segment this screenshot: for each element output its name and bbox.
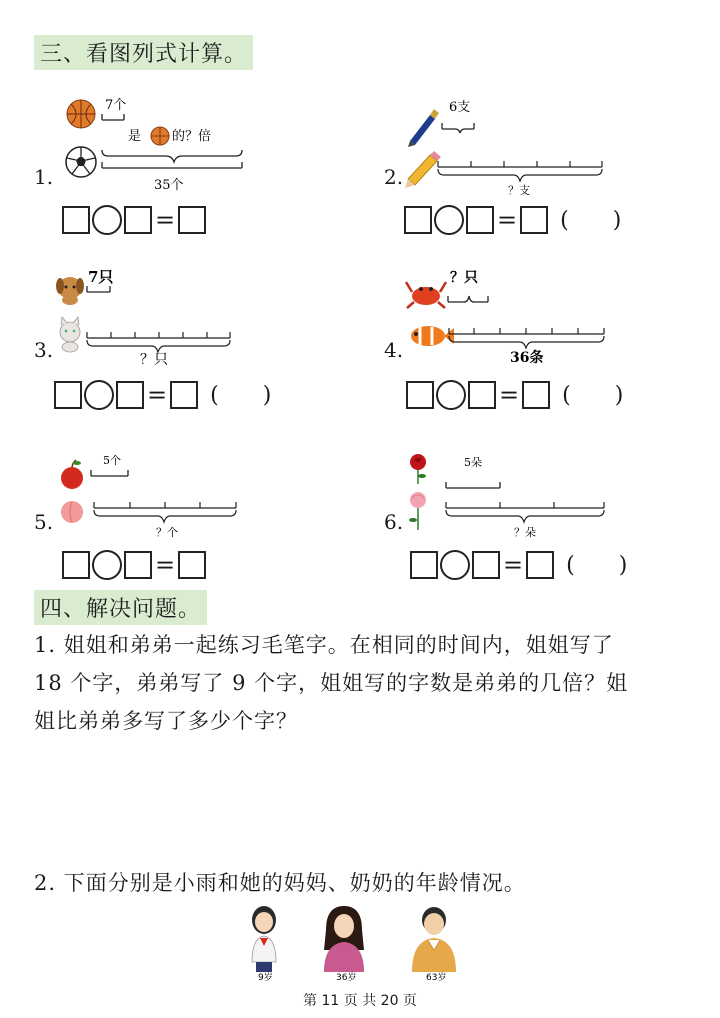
answer-box[interactable] <box>522 381 550 409</box>
problem-2-equation <box>404 205 621 235</box>
operator-circle[interactable] <box>436 380 466 410</box>
answer-box[interactable] <box>178 551 206 579</box>
word-problem-2: 2. 下面分别是小雨和她的妈妈、奶奶的年龄情况。 <box>34 871 526 895</box>
problem-2-bottom-label: ？支 <box>508 184 530 195</box>
unit-paren[interactable]: ( ) <box>562 382 624 408</box>
problem-4-equation <box>406 380 623 410</box>
problem-4-bottom-label: 36条 <box>510 350 544 366</box>
unit-paren[interactable]: ( ) <box>560 207 622 233</box>
problem-1-diagram <box>64 92 254 197</box>
soccer-ball-icon <box>66 147 96 177</box>
word-problem-1-line: 姐比弟弟多写了多少个字？ <box>34 709 298 733</box>
problem-2-top-label: 6支 <box>449 100 471 115</box>
carnation-icon <box>409 492 426 530</box>
section-3-title: 三、看图列式计算。 <box>34 35 253 70</box>
problem-5-number: 5. <box>34 510 54 534</box>
page-footer: 第 11 页 共 20 页 <box>303 993 417 1009</box>
mother-icon <box>324 906 364 972</box>
problem-2-number: 2. <box>384 165 404 189</box>
problem-4-number: 4. <box>384 338 404 362</box>
equal-sign: = <box>155 551 176 579</box>
clownfish-icon <box>411 326 454 346</box>
equal-sign: = <box>503 551 524 579</box>
age-illustration <box>236 900 476 990</box>
problem-6-equation <box>410 550 627 580</box>
peach-icon <box>61 501 83 523</box>
apple-icon <box>61 460 83 489</box>
answer-box[interactable] <box>170 381 198 409</box>
kitten-icon <box>60 317 80 352</box>
equal-sign: = <box>497 206 518 234</box>
problem-1-mid-post: 的？倍 <box>172 129 212 144</box>
problem-3-bottom-label: ？只 <box>140 352 168 368</box>
answer-box[interactable] <box>466 206 494 234</box>
equal-sign: = <box>499 381 520 409</box>
rose-icon <box>410 454 426 484</box>
problem-5-bottom-label: ？个 <box>156 526 178 539</box>
problem-1-number: 1. <box>34 165 54 189</box>
equal-sign: = <box>155 206 176 234</box>
age-label-grandmother: 63岁 <box>426 973 447 983</box>
word-problem-1-line: 18 个字，弟弟写了 9 个字，姐姐写的字数是弟弟的几倍？姐 <box>34 671 629 695</box>
puppy-icon <box>56 277 84 305</box>
problem-5-diagram <box>56 446 246 546</box>
operator-circle[interactable] <box>434 205 464 235</box>
girl-icon <box>252 906 276 972</box>
section-4-title: 四、解决问题。 <box>34 590 207 625</box>
problem-1-top-label: 7个 <box>105 98 127 113</box>
answer-box[interactable] <box>410 551 438 579</box>
word-problem-1 <box>34 626 704 740</box>
problem-1-equation <box>62 205 206 235</box>
answer-box[interactable] <box>526 551 554 579</box>
crab-icon <box>406 282 446 308</box>
unit-paren[interactable]: ( ) <box>566 552 628 578</box>
problem-5-top-label: 5个 <box>103 454 121 467</box>
answer-box[interactable] <box>124 551 152 579</box>
problem-3-number: 3. <box>34 338 54 362</box>
problem-4-top-label: ？只 <box>450 270 478 286</box>
operator-circle[interactable] <box>92 205 122 235</box>
fountain-pen-icon <box>408 109 439 147</box>
pencil-icon <box>405 151 441 188</box>
answer-box[interactable] <box>406 381 434 409</box>
age-label-girl: 9岁 <box>258 973 273 983</box>
problem-6-number: 6. <box>384 510 404 534</box>
age-label-mother: 36岁 <box>336 973 357 983</box>
equal-sign: = <box>147 381 168 409</box>
problem-6-top-label: 5朵 <box>464 456 482 469</box>
problem-5-equation <box>62 550 206 580</box>
answer-box[interactable] <box>178 206 206 234</box>
answer-box[interactable] <box>124 206 152 234</box>
unit-paren[interactable]: ( ) <box>210 382 272 408</box>
answer-box[interactable] <box>468 381 496 409</box>
problem-4-diagram <box>404 262 614 372</box>
answer-box[interactable] <box>62 551 90 579</box>
answer-box[interactable] <box>116 381 144 409</box>
problem-3-diagram <box>52 262 242 372</box>
answer-box[interactable] <box>54 381 82 409</box>
word-problem-1-line: 1. 姐姐和弟弟一起练习毛笔字。在相同的时间内，姐姐写了 <box>34 633 614 657</box>
problem-6-bottom-label: ？朵 <box>514 526 536 539</box>
grandmother-icon <box>412 907 456 972</box>
operator-circle[interactable] <box>440 550 470 580</box>
problem-2-diagram <box>404 95 614 195</box>
problem-3-equation <box>54 380 271 410</box>
problem-1-mid-pre: 是 <box>128 129 142 144</box>
answer-box[interactable] <box>404 206 432 234</box>
small-basketball-icon <box>151 127 169 145</box>
answer-box[interactable] <box>62 206 90 234</box>
problem-1-bottom-label: 35个 <box>154 178 184 193</box>
answer-box[interactable] <box>520 206 548 234</box>
operator-circle[interactable] <box>92 550 122 580</box>
operator-circle[interactable] <box>84 380 114 410</box>
basketball-icon <box>67 100 95 128</box>
problem-6-diagram <box>404 446 614 546</box>
answer-box[interactable] <box>472 551 500 579</box>
problem-3-top-label: 7只 <box>88 268 114 286</box>
